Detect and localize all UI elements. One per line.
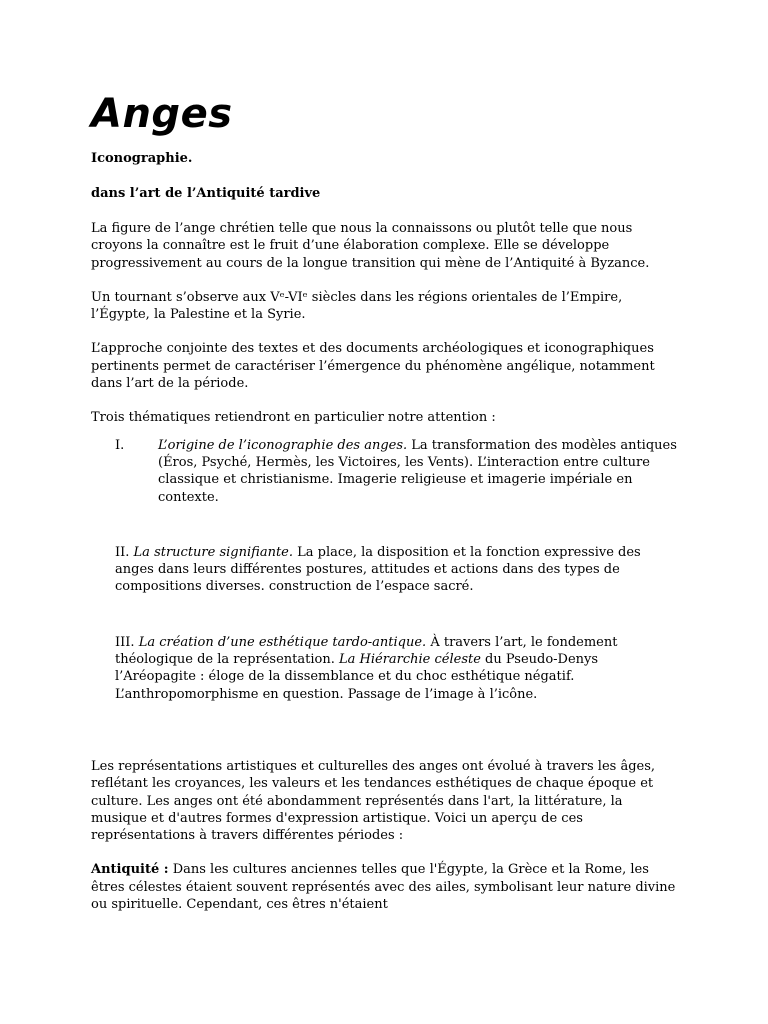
closing-paragraph: Les représentations artistiques et culturelles des anges ont évolué à travers les âges, reflétant les croyances, les valeurs et les tendances esthétiques de chaque époque et culture. Les anges ont été abondamment représentés dans l'art, la littérature, la musique et d'autres formes d'expression artistique. Voici un aperçu de ces représentations à travers différentes périodes : bbox=[91, 758, 656, 844]
turning-point-paragraph: Un tournant s’observe aux Vᵉ-VIᵉ siècles dans les régions orientales de l’Empire, l’Égypte, la Palestine et la Syrie. bbox=[91, 289, 623, 323]
theme-text: La transformation des modèles antiques (Éros, Psyché, Hermès, les Victoires, les Vents). L’interaction entre culture classique et christianisme. Imagerie religieuse et imagerie impériale en contexte. bbox=[158, 437, 677, 505]
theme-item-3 bbox=[91, 634, 681, 703]
theme-text: La place, la disposition et la fonction expressive des anges dans leurs différentes postures, attitudes et actions dans des types de compositions diverses. construction de l’espace sacré. bbox=[115, 544, 641, 595]
theme-number: I. bbox=[115, 437, 125, 453]
theme-title: L’origine de l’iconographie des anges. bbox=[158, 437, 408, 453]
antiquity-text: Dans les cultures anciennes telles que l'Égypte, la Grèce et la Rome, les êtres célestes étaient souvent représentés avec des ailes, symbolisant leur nature divine ou spirituelle. Cependant, ces êtres n'étaient bbox=[91, 862, 676, 913]
theme-text-continued: du Pseudo-Denys l’Aréopagite : éloge de la dissemblance et du choc esthétique négatif. L’anthropomorphisme en question. Passage de l’image à l’icône. bbox=[115, 652, 599, 702]
theme-number: II. bbox=[115, 544, 130, 560]
theme-title: La structure signifiante. bbox=[133, 544, 293, 560]
theme-text: À travers l’art, le fondement théologique de la représentation. bbox=[115, 634, 618, 668]
theme-title: La création d’une esthétique tardo-antique. bbox=[138, 634, 427, 650]
themes-intro-paragraph: Trois thématiques retiendront en particulier notre attention : bbox=[91, 410, 496, 426]
theme-number: III. bbox=[115, 634, 135, 650]
document-page bbox=[91, 88, 681, 930]
work-title: La Hiérarchie céleste bbox=[338, 652, 481, 668]
document-title: Anges bbox=[91, 91, 233, 137]
theme-item-2 bbox=[91, 544, 681, 596]
theme-item-1 bbox=[91, 437, 681, 506]
antiquity-label: Antiquité : bbox=[91, 862, 169, 878]
section-heading: dans l’art de l’Antiquité tardive bbox=[91, 186, 321, 201]
antiquity-paragraph bbox=[91, 861, 681, 913]
document-subtitle: Iconographie. bbox=[91, 151, 193, 166]
approach-paragraph: L’approche conjointe des textes et des documents archéologiques et iconographiques pertinents permet de caractériser l’émergence du phénomène angélique, notamment dans l’art de la période. bbox=[91, 341, 655, 392]
intro-paragraph: La figure de l’ange chrétien telle que nous la connaissons ou plutôt telle que nous croyons la connaître est le fruit d’une élaboration complexe. Elle se développe progressivement au cours de la longue transition qui mène de l’Antiquité à Byzance. bbox=[91, 221, 650, 271]
